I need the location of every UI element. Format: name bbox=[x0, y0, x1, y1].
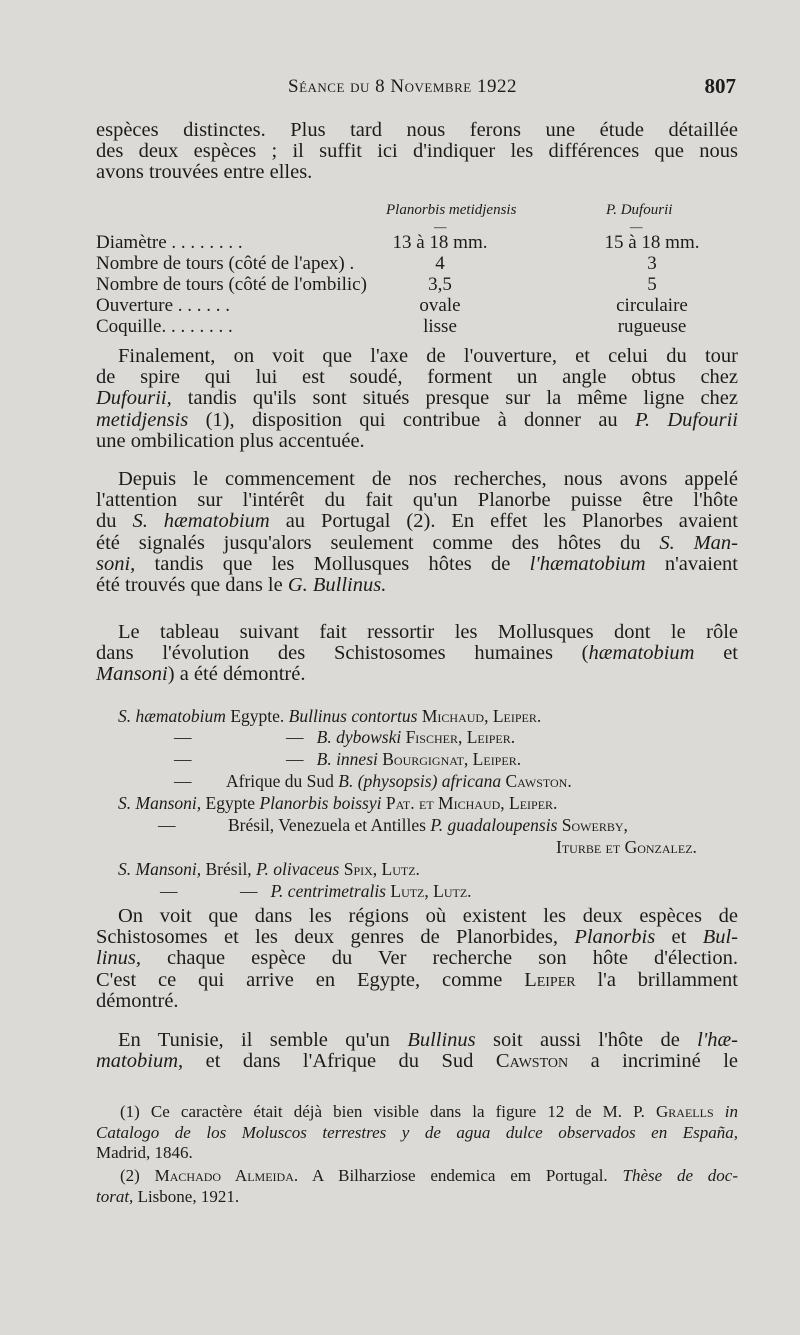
text-line: Finalement, on voit que l'axe de l'ouverture, et celui du tour bbox=[118, 345, 738, 367]
footnote-2 bbox=[96, 1166, 738, 1207]
table-row bbox=[96, 295, 738, 316]
species-name: P. olivaceus bbox=[256, 859, 340, 879]
table-header bbox=[96, 200, 738, 235]
text-span: Egypte bbox=[201, 793, 260, 813]
book-title: Catalogo de los Moluscos terrestres y de agua dulce observados en España, bbox=[96, 1122, 738, 1142]
species-name: Bullinus bbox=[407, 1029, 476, 1051]
text-line bbox=[96, 511, 738, 532]
text-line: On voit que dans les régions où existent les deux espèces de bbox=[118, 905, 738, 927]
species-name: metidjensis bbox=[96, 408, 189, 431]
cell-dufourii: 3 bbox=[647, 253, 657, 274]
cell-dufourii: rugueuse bbox=[617, 316, 687, 337]
text-span: n'avaient bbox=[645, 552, 738, 575]
list-item bbox=[556, 837, 697, 858]
text-line: démontré. bbox=[96, 989, 179, 1012]
ditto-dash: — bbox=[286, 727, 304, 747]
text-span: et bbox=[655, 926, 703, 949]
header-dash: — bbox=[630, 220, 643, 235]
paragraph-tableau bbox=[96, 622, 738, 686]
text-span: Afrique du Sud bbox=[226, 771, 339, 791]
cell-metidjensis: ovale bbox=[419, 295, 461, 316]
text-span: a incriminé le bbox=[568, 1050, 738, 1073]
text-span: Brésil, bbox=[201, 859, 257, 879]
species-name: matobium, bbox=[96, 1050, 184, 1073]
table-row bbox=[96, 274, 738, 295]
text-line bbox=[96, 1051, 738, 1072]
text-line: Madrid, 1846. bbox=[96, 1143, 193, 1162]
ditto-dash: — bbox=[158, 815, 176, 835]
table-row bbox=[96, 232, 738, 253]
text-line bbox=[96, 554, 738, 575]
author-name: Lutz, Lutz. bbox=[386, 881, 472, 901]
column-header-dufourii: P. Dufourii bbox=[606, 202, 673, 218]
row-label: Nombre de tours (côté de l'apex) . bbox=[96, 253, 355, 274]
list-item bbox=[174, 727, 192, 748]
text-line: de spire qui lui est soudé, forment un angle obtus chez bbox=[96, 366, 738, 389]
species-name: S. hæmatobium bbox=[132, 510, 270, 533]
text-span: (1), disposition qui contribue à donner au bbox=[188, 408, 636, 431]
text-line bbox=[96, 1187, 738, 1208]
cell-metidjensis: lisse bbox=[423, 316, 457, 337]
thesis-title: Thèse de doc- bbox=[622, 1166, 738, 1185]
cell-metidjensis: 13 à 18 mm. bbox=[392, 232, 488, 253]
text-span: Brésil, Venezuela et Antilles bbox=[228, 815, 431, 835]
species-name: S. hæmatobium bbox=[118, 706, 226, 726]
paragraph-on-voit bbox=[96, 906, 738, 1012]
author-name: Fischer, Leiper. bbox=[401, 727, 516, 747]
list-item bbox=[240, 881, 472, 902]
header-dash: — bbox=[434, 220, 447, 235]
row-label: Coquille. . . . . . . . bbox=[96, 316, 233, 337]
list-item bbox=[118, 706, 541, 727]
text-line bbox=[96, 970, 738, 991]
species-name: Planorbis bbox=[574, 926, 656, 949]
author-name: Sowerby, bbox=[557, 815, 628, 835]
text-line bbox=[96, 1030, 738, 1051]
text-line: des deux espèces ; il suffit ici d'indiquer les différences que nous bbox=[96, 140, 738, 163]
running-header bbox=[0, 72, 800, 102]
text-line bbox=[96, 533, 738, 554]
species-name: Dufourii, bbox=[96, 387, 172, 410]
text-line bbox=[96, 1123, 738, 1144]
author-name: Iturbe et Gonzalez. bbox=[556, 837, 697, 857]
list-item bbox=[158, 815, 176, 836]
list-item bbox=[160, 881, 178, 902]
ditto-dash: — bbox=[174, 727, 192, 747]
text-span: et dans l'Afrique du Sud bbox=[183, 1050, 496, 1073]
author-name: Cawston bbox=[495, 1050, 569, 1073]
text-line: avons trouvées entre elles. bbox=[96, 161, 313, 184]
species-name: S. Man- bbox=[659, 531, 739, 554]
text-span: Schistosomes et les deux genres de Planorbides, bbox=[96, 926, 575, 949]
author-name: Pat. et Michaud, Leiper. bbox=[381, 793, 558, 813]
author-name: Graells bbox=[656, 1102, 714, 1121]
intro-paragraph bbox=[96, 120, 738, 184]
text-line bbox=[96, 1102, 738, 1123]
text-span: (1) Ce caractère était déjà bien visible dans la figure 12 de M. P. bbox=[120, 1102, 657, 1121]
cell-metidjensis: 3,5 bbox=[428, 274, 452, 295]
text-span: du bbox=[96, 510, 133, 533]
text-line bbox=[96, 643, 738, 664]
text-span: chaque espèce du Ver recherche son hôte d'élection. bbox=[141, 947, 738, 970]
author-name: Michaud, Leiper. bbox=[417, 706, 542, 726]
text-line: Depuis le commencement de nos recherches, nous avons appelé bbox=[118, 468, 738, 490]
text-line bbox=[96, 927, 738, 948]
species-name: B. dybowski bbox=[316, 727, 402, 747]
text-line: Le tableau suivant fait ressortir les Mollusques dont le rôle bbox=[118, 621, 738, 643]
list-item bbox=[118, 859, 420, 880]
text-span: tandis que les Mollusques hôtes de bbox=[135, 552, 530, 575]
text-span: été trouvés que dans le bbox=[96, 573, 288, 596]
ditto-dash: — bbox=[160, 881, 178, 901]
text-span: ) a été démontré. bbox=[167, 663, 306, 686]
text-span: En Tunisie, il semble qu'un bbox=[118, 1029, 408, 1051]
author-name: Spix, Lutz. bbox=[339, 859, 420, 879]
author-name: Cawston. bbox=[501, 771, 572, 791]
ditto-dash: — bbox=[174, 749, 192, 769]
paragraph-depuis bbox=[96, 469, 738, 596]
species-name: P. guadaloupensis bbox=[430, 815, 558, 835]
species-name: linus, bbox=[96, 947, 141, 970]
species-name: G. Bullinus. bbox=[287, 573, 387, 596]
author-name: Bourgignat, Leiper. bbox=[377, 749, 522, 769]
table-row bbox=[96, 316, 738, 337]
text-span: Egypte. bbox=[225, 706, 289, 726]
row-label: Diamètre . . . . . . . . bbox=[96, 232, 243, 253]
list-item bbox=[174, 771, 192, 792]
cell-dufourii: 5 bbox=[647, 274, 657, 295]
list-item bbox=[118, 793, 557, 814]
footnote-1 bbox=[96, 1102, 738, 1164]
ditto-dash: — bbox=[240, 881, 258, 901]
page-number: 807 bbox=[704, 74, 736, 98]
text-span: C'est ce qui arrive en Egypte, comme bbox=[96, 968, 525, 991]
species-name: hæmatobium bbox=[588, 642, 695, 665]
text-line: l'attention sur l'intérêt du fait qu'un Planorbe puisse être l'hôte bbox=[96, 489, 738, 512]
species-name: S. Mansoni, bbox=[118, 793, 202, 813]
species-name: l'hæ- bbox=[697, 1029, 739, 1051]
list-item bbox=[286, 727, 515, 748]
list-item bbox=[228, 815, 628, 836]
author-name: Leiper bbox=[524, 968, 576, 991]
ditto-dash: — bbox=[174, 771, 192, 791]
text-span: été signalés jusqu'alors seulement comme des hôtes du bbox=[96, 531, 660, 554]
text-span: (2) bbox=[120, 1166, 155, 1185]
species-name: P. centrimetralis bbox=[270, 881, 386, 901]
text-line: une ombilication plus accentuée. bbox=[96, 429, 365, 452]
paragraph-tunisie bbox=[96, 1030, 738, 1072]
header-title: Séance du 8 Novembre 1922 bbox=[288, 76, 517, 97]
text-line bbox=[96, 1166, 738, 1187]
species-name: Bul- bbox=[702, 926, 738, 949]
text-line bbox=[96, 388, 738, 409]
species-name: B. (physopsis) africana bbox=[338, 771, 502, 791]
list-item bbox=[286, 749, 521, 770]
text-span: soit aussi l'hôte de bbox=[475, 1029, 698, 1051]
text-line bbox=[96, 575, 738, 596]
species-name: Bullinus contortus bbox=[288, 706, 418, 726]
species-name: P. Dufourii bbox=[635, 408, 738, 431]
species-name: soni, bbox=[96, 552, 136, 575]
list-item bbox=[226, 771, 572, 792]
text-span: in bbox=[713, 1102, 738, 1121]
ditto-dash: — bbox=[286, 749, 304, 769]
text-span: l'a brillamment bbox=[575, 968, 739, 991]
row-label: Nombre de tours (côté de l'ombilic) bbox=[96, 274, 367, 295]
text-span: Lisbone, 1921. bbox=[133, 1186, 240, 1206]
text-span: . A Bilharziose endemica em Portugal. bbox=[293, 1166, 623, 1185]
text-span: et bbox=[694, 642, 739, 665]
table-row bbox=[96, 253, 738, 274]
thesis-title: torat, bbox=[96, 1186, 134, 1206]
row-label: Ouverture . . . . . . bbox=[96, 295, 231, 316]
text-span: dans l'évolution des Schistosomes humaines ( bbox=[96, 642, 589, 665]
text-span: au Portugal (2). En effet les Planorbes avaient bbox=[269, 510, 738, 533]
species-name: B. innesi bbox=[316, 749, 378, 769]
text-line bbox=[96, 948, 738, 969]
species-name: Planorbis boissyi bbox=[259, 793, 382, 813]
text-line bbox=[96, 410, 738, 431]
column-header-metidjensis: Planorbis metidjensis bbox=[386, 202, 517, 218]
paragraph-finalement bbox=[96, 346, 738, 452]
cell-dufourii: circulaire bbox=[616, 295, 688, 316]
species-name: Mansoni bbox=[96, 663, 168, 686]
text-span: tandis qu'ils sont situés presque sur la même ligne chez bbox=[171, 387, 738, 410]
author-name: Machado Almeida bbox=[154, 1166, 294, 1185]
species-name: l'hæmatobium bbox=[529, 552, 646, 575]
species-name: S. Mansoni, bbox=[118, 859, 202, 879]
cell-metidjensis: 4 bbox=[435, 253, 445, 274]
text-line bbox=[96, 664, 738, 685]
cell-dufourii: 15 à 18 mm. bbox=[604, 232, 700, 253]
list-item bbox=[174, 749, 192, 770]
text-line: espèces distinctes. Plus tard nous ferons une étude détaillée bbox=[96, 119, 738, 141]
